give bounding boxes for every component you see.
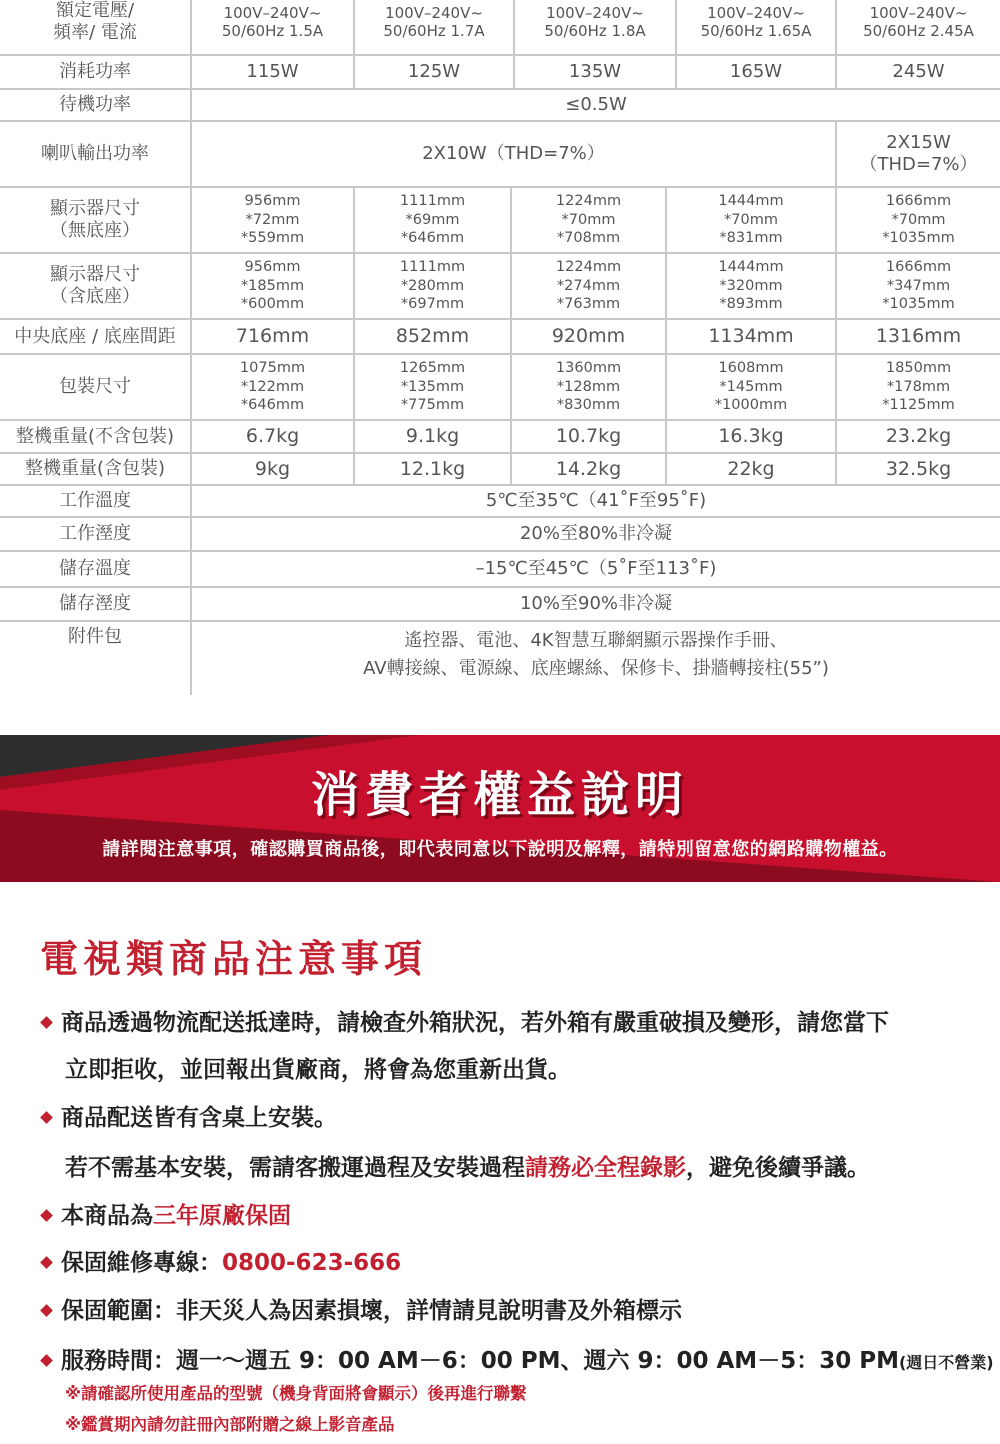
diamond-bullet-icon <box>40 1209 53 1222</box>
table-cell: 5℃至35℃（41˚F至95˚F) <box>485 490 707 512</box>
item-text: 服務時間：週一～週五 9：00 AM－6：00 PM、週六 9：00 AM－5：30 PM <box>61 1348 899 1374</box>
diamond-bullet-icon <box>40 1256 53 1269</box>
list-item <box>40 1292 682 1325</box>
list-item <box>40 1244 401 1277</box>
list-item-continued <box>65 1149 870 1182</box>
list-item-continued: 立即拒收，並回報出貨廠商，將會為您重新出貨。 <box>65 1057 571 1083</box>
item-text: 若不需基本安裝，需請客搬運過程及安裝過程 <box>65 1155 525 1181</box>
table-cell: 100V–240V~ 50/60Hz 1.7A <box>383 4 485 40</box>
service-phone: 0800-623-666 <box>222 1250 402 1276</box>
table-cell: 1666mm *70mm *1035mm <box>882 193 955 247</box>
item-text: 保固維修專線： <box>61 1250 222 1276</box>
table-cell: 1224mm *274mm *763mm <box>555 259 622 313</box>
row-label-storage-temp: 儲存溫度 <box>59 558 131 580</box>
table-cell: ≤0.5W <box>565 94 627 116</box>
row-label-speaker: 喇叭輸出功率 <box>41 143 149 165</box>
row-label-operating-temp: 工作溫度 <box>59 490 131 512</box>
item-text: ，避免後續爭議。 <box>686 1155 870 1181</box>
row-label-display-size-stand: 顯示器尺寸 （含底座） <box>50 264 140 307</box>
list-item <box>40 1099 337 1132</box>
table-cell: 10.7kg <box>555 425 622 448</box>
table-cell: 165W <box>729 61 783 83</box>
table-cell: 1316mm <box>875 325 962 348</box>
table-cell: 1444mm *320mm *893mm <box>718 259 784 313</box>
row-label-stand-distance: 中央底座 / 底座間距 <box>14 325 176 347</box>
table-cell: 12.1kg <box>399 457 466 480</box>
table-cell: 920mm <box>551 325 626 348</box>
warranty-highlight: 三年原廠保固 <box>153 1203 291 1229</box>
diamond-bullet-icon <box>40 1111 53 1124</box>
table-cell: 100V–240V~ 50/60Hz 1.8A <box>544 4 646 40</box>
table-cell: 2X10W（THD=7%） <box>422 143 605 165</box>
diamond-bullet-icon <box>40 1354 53 1367</box>
row-label-standby: 待機功率 <box>59 94 131 116</box>
list-item <box>40 1342 994 1375</box>
table-cell: 115W <box>246 61 299 83</box>
list-item <box>40 1197 291 1230</box>
table-cell: 1444mm *70mm *831mm <box>718 193 784 247</box>
row-label-gross-weight: 整機重量(含包裝) <box>24 458 166 480</box>
row-label-power: 消耗功率 <box>59 61 131 83</box>
table-cell: 1075mm *122mm *646mm <box>239 360 306 414</box>
table-cell: 1265mm *135mm *775mm <box>399 360 466 414</box>
table-cell: 32.5kg <box>885 457 952 480</box>
row-label-display-size: 顯示器尺寸 （無底座） <box>50 198 140 241</box>
table-cell: 6.7kg <box>245 425 300 448</box>
table-cell: 100V–240V~ 50/60Hz 1.5A <box>221 4 324 40</box>
row-label-package-size: 包裝尺寸 <box>59 376 131 398</box>
item-text: 商品配送皆有含桌上安裝。 <box>61 1105 337 1131</box>
footnote: ※請確認所使用產品的型號（機身背面將會顯示）後再進行聯繫 <box>65 1384 527 1403</box>
table-cell: 1111mm *280mm *697mm <box>399 259 466 313</box>
table-cell: 956mm *185mm *600mm <box>240 259 305 313</box>
table-cell: 2X15W （THD=7%） <box>859 132 978 175</box>
spec-table <box>0 0 1000 705</box>
table-cell: 1608mm *145mm *1000mm <box>714 360 788 414</box>
row-label-net-weight: 整機重量(不含包裝) <box>15 425 175 447</box>
table-cell: 852mm <box>395 325 470 348</box>
highlight-text: 請務必全程錄影 <box>525 1155 686 1181</box>
table-cell: 716mm <box>235 325 310 348</box>
footnote: ※鑑賞期內請勿註冊內部附贈之線上影音產品 <box>65 1415 395 1434</box>
table-cell: 1224mm *70mm *708mm <box>555 193 622 247</box>
table-cell: 9kg <box>254 457 291 480</box>
row-label-accessories: 附件包 <box>68 626 122 648</box>
banner-title: 消費者權益說明 <box>310 767 689 823</box>
table-cell: 遙控器、電池、4K智慧互聯網顯示器操作手冊、 AV轉接線、電源線、底座螺絲、保修卡、掛牆轉接柱(55”) <box>363 630 829 679</box>
table-cell: 23.2kg <box>885 425 952 448</box>
table-cell: 10%至90%非冷凝 <box>519 593 672 615</box>
table-cell: 245W <box>892 61 945 83</box>
table-cell: 1850mm *178mm *1125mm <box>882 360 955 414</box>
table-cell: 1360mm *128mm *830mm <box>555 360 622 414</box>
table-cell: –15℃至45℃（5˚F至113˚F) <box>475 558 717 580</box>
table-cell: 125W <box>407 61 461 83</box>
item-text: 商品透過物流配送抵達時，請檢查外箱狀況，若外箱有嚴重破損及變形，請您當下 <box>61 1010 889 1036</box>
notice-title: 電視類商品注意事項 <box>40 937 428 981</box>
table-cell: 9.1kg <box>405 425 460 448</box>
item-note: (週日不營業) <box>898 1353 994 1372</box>
table-cell: 16.3kg <box>718 425 784 448</box>
table-cell: 956mm *72mm *559mm <box>240 193 305 247</box>
table-cell: 100V–240V~ 50/60Hz 2.45A <box>863 4 974 40</box>
row-label-storage-humidity: 儲存溼度 <box>59 593 131 615</box>
table-cell: 20%至80%非冷凝 <box>519 523 672 545</box>
table-cell: 22kg <box>727 457 775 480</box>
row-label-voltage: 額定電壓/ 頻率/ 電流 <box>53 0 137 43</box>
table-cell: 1134mm <box>708 325 794 348</box>
list-item <box>40 1004 889 1037</box>
diamond-bullet-icon <box>40 1016 53 1029</box>
table-cell: 1111mm *69mm *646mm <box>399 193 466 247</box>
item-text: 本商品為 <box>61 1203 153 1229</box>
row-label-operating-humidity: 工作溼度 <box>59 523 131 545</box>
table-cell: 135W <box>568 61 622 83</box>
table-cell: 1666mm *347mm *1035mm <box>882 259 955 313</box>
banner-subtitle: 請詳閱注意事項，確認購買商品後，即代表同意以下說明及解釋，請特別留意您的網路購物權益。 <box>102 839 898 860</box>
table-cell: 100V–240V~ 50/60Hz 1.65A <box>700 4 812 40</box>
table-cell: 14.2kg <box>555 457 622 480</box>
diamond-bullet-icon <box>40 1304 53 1317</box>
item-text: 保固範圍：非天災人為因素損壞，詳情請見說明書及外箱標示 <box>61 1298 682 1324</box>
